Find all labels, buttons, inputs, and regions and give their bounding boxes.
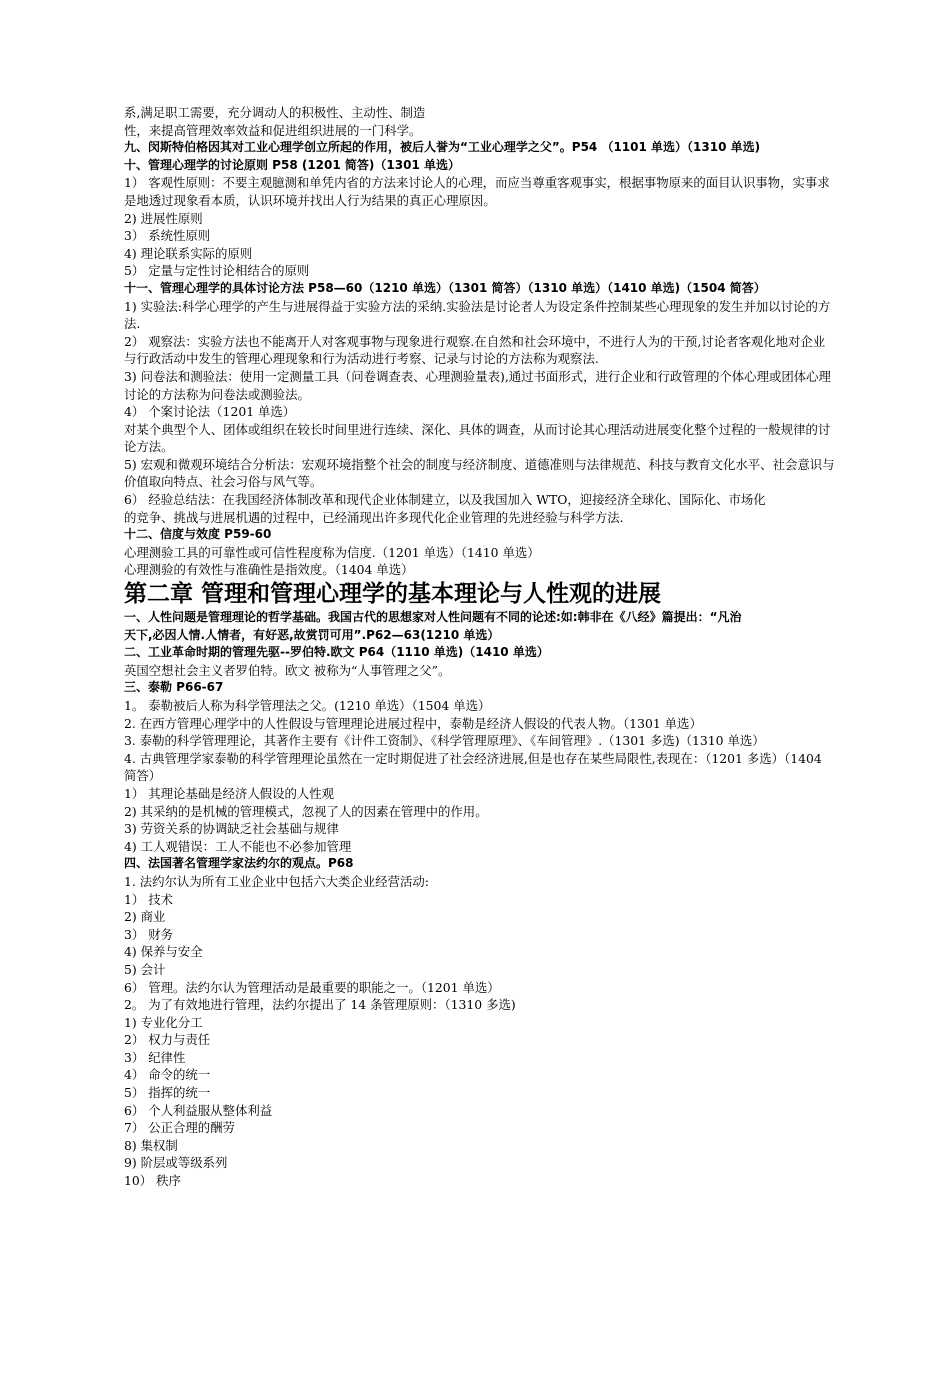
text-line: 2） 权力与责任	[124, 1032, 211, 1048]
text-line: 4) 工人观错误：工人不能也不必参加管理	[124, 838, 352, 854]
document-body	[124, 104, 836, 1190]
text-line: 3) 劳资关系的协调缺乏社会基础与规律	[124, 821, 339, 837]
text-line: 5） 指挥的统一	[124, 1085, 211, 1101]
text-line: 3. 泰勒的科学管理理论，其著作主要有《计件工资制》、《科学管理原理》、《车间管理》.（1301 多选)（1310 单选）	[124, 733, 765, 749]
text-line: 性，来提高管理效率效益和促进组织进展的一门科学。	[124, 122, 422, 138]
section-heading: 十、管理心理学的讨论原则 P58 (1201 简答)（1301 单选）	[124, 157, 460, 172]
text-line: 3) 问卷法和测验法：使用一定测量工具（问卷调查表、心理测验量表),通过书面形式，进行企业和行政管理的个体心理或团体心理讨论的方法称为问卷法或测验法。	[124, 368, 831, 402]
text-line: 1） 其理论基础是经济人假设的人性观	[124, 785, 335, 801]
text-line: 心理测验工具的可靠性或可信性程度称为信度.（1201 单选）（1410 单选）	[124, 544, 540, 560]
section-heading: 三、泰勒 P66-67	[124, 680, 224, 695]
chapter-heading: 第二章 管理和管理心理学的基本理论与人性观的进展	[124, 581, 662, 608]
text-line: 心理测验的有效性与准确性是指效度。（1404 单选）	[124, 562, 414, 578]
text-line: 4） 个案讨论法（1201 单选）	[124, 404, 296, 420]
text-line: 9) 阶层或等级系列	[124, 1155, 228, 1171]
text-line: 8) 集权制	[124, 1137, 178, 1153]
section-heading: 天下,必因人情.人情者，有好恶,故赏罚可用”.P62—63(1210 单选）	[124, 627, 500, 642]
text-line: 3） 财务	[124, 926, 173, 942]
text-line: 2) 其采纳的是机械的管理模式，忽视了人的因素在管理中的作用。	[124, 803, 488, 819]
section-heading: 十二、信度与效度 P59-60	[124, 527, 272, 542]
text-line: 1. 法约尔认为所有工业企业中包括六大类企业经营活动:	[124, 873, 429, 889]
text-line: 英国空想社会主义者罗伯特。欧文 被称为“人事管理之父”。	[124, 662, 451, 678]
text-line: 5） 定量与定性讨论相结合的原则	[124, 263, 310, 279]
text-line: 1） 技术	[124, 891, 173, 907]
section-heading: 九、闵斯特伯格因其对工业心理学创立所起的作用，被后人誉为“工业心理学之父”。P54 （1101 单选）（1310 单选)	[124, 140, 761, 155]
text-line: 1) 专业化分工	[124, 1014, 203, 1030]
text-line: 3） 纪律性	[124, 1049, 186, 1065]
text-line: 2) 进展性原则	[124, 210, 203, 226]
text-line: 系,满足职工需要，充分调动人的积极性、主动性、制造	[124, 105, 426, 120]
section-heading: 一、人性问题是管理理论的哲学基础。我国古代的思想家对人性问题有不同的论述:如:韩非在《八经》篇提出：“凡治	[124, 610, 742, 625]
text-line: 10） 秩序	[124, 1173, 181, 1189]
text-line: 1) 实验法:科学心理学的产生与进展得益于实验方法的采纳.实验法是讨论者人为设定条件控制某些心理现象的发生并加以讨论的方法.	[124, 298, 831, 332]
text-line: 2） 观察法：实验方法也不能离开人对客观事物与现象进行观察.在自然和社会环境中，不进行人为的干预,讨论者客观化地对企业与行政活动中发生的管理心理现象和行为活动进行考察、记录与讨论的方法称为观察法.	[124, 333, 826, 367]
section-heading: 四、法国著名管理学家法约尔的观点。P68	[124, 856, 354, 871]
text-line: 1） 客观性原则：不要主观臆测和单凭内省的方法来讨论人的心理，而应当尊重客观事实，根据事物原来的面目认识事物，实事求是地透过现象看本质，认识环境并找出人行为结果的真正心理原因。	[124, 175, 830, 208]
text-line: 2) 商业	[124, 909, 166, 925]
text-line: 6） 管理。法约尔认为管理活动是最重要的职能之一。（1201 单选）	[124, 979, 500, 995]
text-line: 3） 系统性原则	[124, 228, 211, 244]
text-line: 4) 理论联系实际的原则	[124, 245, 253, 261]
text-line: 的竞争、挑战与进展机遇的过程中，已经涌现出许多现代化企业管理的先进经验与科学方法.	[124, 509, 624, 525]
text-line: 5) 会计	[124, 961, 166, 977]
text-line: 4. 古典管理学家泰勒的科学管理理论虽然在一定时期促进了社会经济进展,但是也存在某些局限性,表现在：（1201 多选）（1404 简答）	[124, 750, 822, 784]
text-line: 1。 泰勒被后人称为科学管理法之父。(1210 单选）（1504 单选）	[124, 698, 491, 713]
text-line: 4） 命令的统一	[124, 1067, 211, 1083]
text-line: 2。 为了有效地进行管理，法约尔提出了 14 条管理原则：（1310 多选)	[124, 997, 516, 1013]
section-heading: 十一、管理心理学的具体讨论方法 P58—60（1210 单选）（1301 简答）（1310 单选）（1410 单选)（1504 简答）	[124, 280, 766, 295]
text-line: 4) 保养与安全	[124, 944, 203, 960]
text-line: 5) 宏观和微观环境结合分析法：宏观环境指整个社会的制度与经济制度、道德准则与法律规范、科技与教育文化水平、社会意识与价值取向特点、社会习俗与风气等。	[124, 456, 835, 490]
text-line: 2. 在西方管理心理学中的人性假设与管理理论进展过程中，泰勒是经济人假设的代表人物。（1301 单选）	[124, 715, 702, 731]
text-line: 6） 经验总结法：在我国经济体制改革和现代企业体制建立，以及我国加入 WTO，迎接经济全球化、国际化、市场化	[124, 492, 766, 508]
text-line: 7） 公正合理的酬劳	[124, 1120, 235, 1136]
text-line: 6） 个人利益服从整体利益	[124, 1102, 273, 1118]
text-line: 对某个典型个人、团体或组织在较长时间里进行连续、深化、具体的调查，从而讨论其心理活动进展变化整个过程的一般规律的讨论方法。	[124, 421, 831, 455]
section-heading: 二、工业革命时期的管理先驱--罗伯特.欧文 P64（1110 单选)（1410 单选）	[124, 645, 549, 660]
